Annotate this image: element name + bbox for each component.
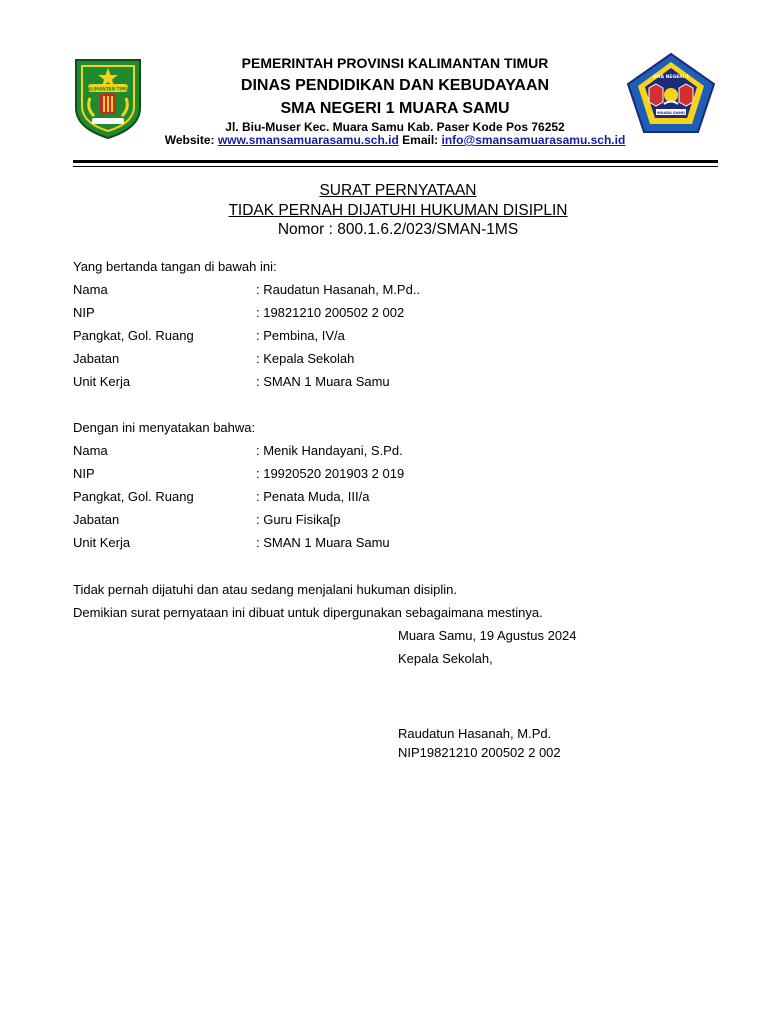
document-number: Nomor : 800.1.6.2/023/SMAN-1MS bbox=[277, 221, 519, 238]
subject-nip-label: NIP bbox=[73, 466, 95, 481]
letterhead-agency: DINAS PENDIDIKAN DAN KEBUDAYAAN bbox=[240, 77, 550, 94]
kaltim-emblem-logo bbox=[72, 56, 144, 140]
subject-unit-value: : SMAN 1 Muara Samu bbox=[256, 535, 390, 550]
subject-name-label: Nama bbox=[73, 443, 108, 458]
letterhead-contact bbox=[140, 133, 650, 147]
subject-position-label: Jabatan bbox=[73, 512, 120, 527]
signatory-position-label: Jabatan bbox=[73, 351, 120, 366]
svg-text:SMA NEGERI 1: SMA NEGERI 1 bbox=[652, 75, 690, 80]
subject-name-value: : Menik Handayani, S.Pd. bbox=[256, 443, 403, 458]
letterhead-address: Jl. Biu-Muser Kec. Muara Samu Kab. Paser Kode Pos 76252 bbox=[225, 120, 565, 134]
svg-text:KALIMANTAN TIMUR: KALIMANTAN TIMUR bbox=[84, 86, 132, 92]
svg-text:MUARA SAMU: MUARA SAMU bbox=[657, 110, 685, 115]
website-link[interactable]: www.smansamuarasamu.sch.id bbox=[217, 133, 399, 147]
letterhead-divider-thin bbox=[73, 166, 718, 167]
letterhead-school-name: SMA NEGERI 1 MUARA SAMU bbox=[280, 100, 510, 117]
subject-nip-value: : 19920520 201903 2 019 bbox=[256, 466, 405, 481]
signatory-position-value: : Kepala Sekolah bbox=[256, 351, 355, 366]
signature-place-date: Muara Samu, 19 Agustus 2024 bbox=[398, 628, 577, 643]
signatory-unit-value: : SMAN 1 Muara Samu bbox=[256, 374, 390, 389]
signatory-name-label: Nama bbox=[73, 282, 108, 297]
signatory-unit-label: Unit Kerja bbox=[73, 374, 131, 389]
website-label: Website: bbox=[164, 133, 215, 147]
signature-nip: NIP19821210 200502 2 002 bbox=[398, 745, 561, 760]
document-title: SURAT PERNYATAAN bbox=[319, 182, 477, 199]
statement-line-1: Tidak pernah dijatuhi dan atau sedang menjalani hukuman disiplin. bbox=[73, 582, 457, 597]
email-link[interactable]: info@smansamuarasamu.sch.id bbox=[441, 133, 626, 147]
subject-position-value: : Guru Fisika[p bbox=[256, 512, 341, 527]
signatory-nip-value: : 19821210 200502 2 002 bbox=[256, 305, 405, 320]
signatory-nip-label: NIP bbox=[73, 305, 95, 320]
document-subtitle: TIDAK PERNAH DIJATUHI HUKUMAN DISIPLIN bbox=[228, 202, 568, 219]
subject-rank-value: : Penata Muda, III/a bbox=[256, 489, 370, 504]
statement-line-2: Demikian surat pernyataan ini dibuat untuk dipergunakan sebagaimana mestinya. bbox=[73, 605, 543, 620]
subject-unit-label: Unit Kerja bbox=[73, 535, 131, 550]
subject-rank-label: Pangkat, Gol. Ruang bbox=[73, 489, 194, 504]
signatory-name-value: : Raudatun Hasanah, M.Pd.. bbox=[256, 282, 421, 297]
signatory-rank-label: Pangkat, Gol. Ruang bbox=[73, 328, 194, 343]
subject-intro: Dengan ini menyatakan bahwa: bbox=[73, 420, 256, 435]
signature-position: Kepala Sekolah, bbox=[398, 651, 493, 666]
letterhead-divider-thick bbox=[73, 160, 718, 163]
signature-name: Raudatun Hasanah, M.Pd. bbox=[398, 726, 552, 741]
signatory-intro: Yang bertanda tangan di bawah ini: bbox=[73, 259, 277, 274]
signatory-rank-value: : Pembina, IV/a bbox=[256, 328, 345, 343]
email-label: Email: bbox=[402, 133, 439, 147]
letterhead-government: PEMERINTAH PROVINSI KALIMANTAN TIMUR bbox=[241, 55, 549, 71]
